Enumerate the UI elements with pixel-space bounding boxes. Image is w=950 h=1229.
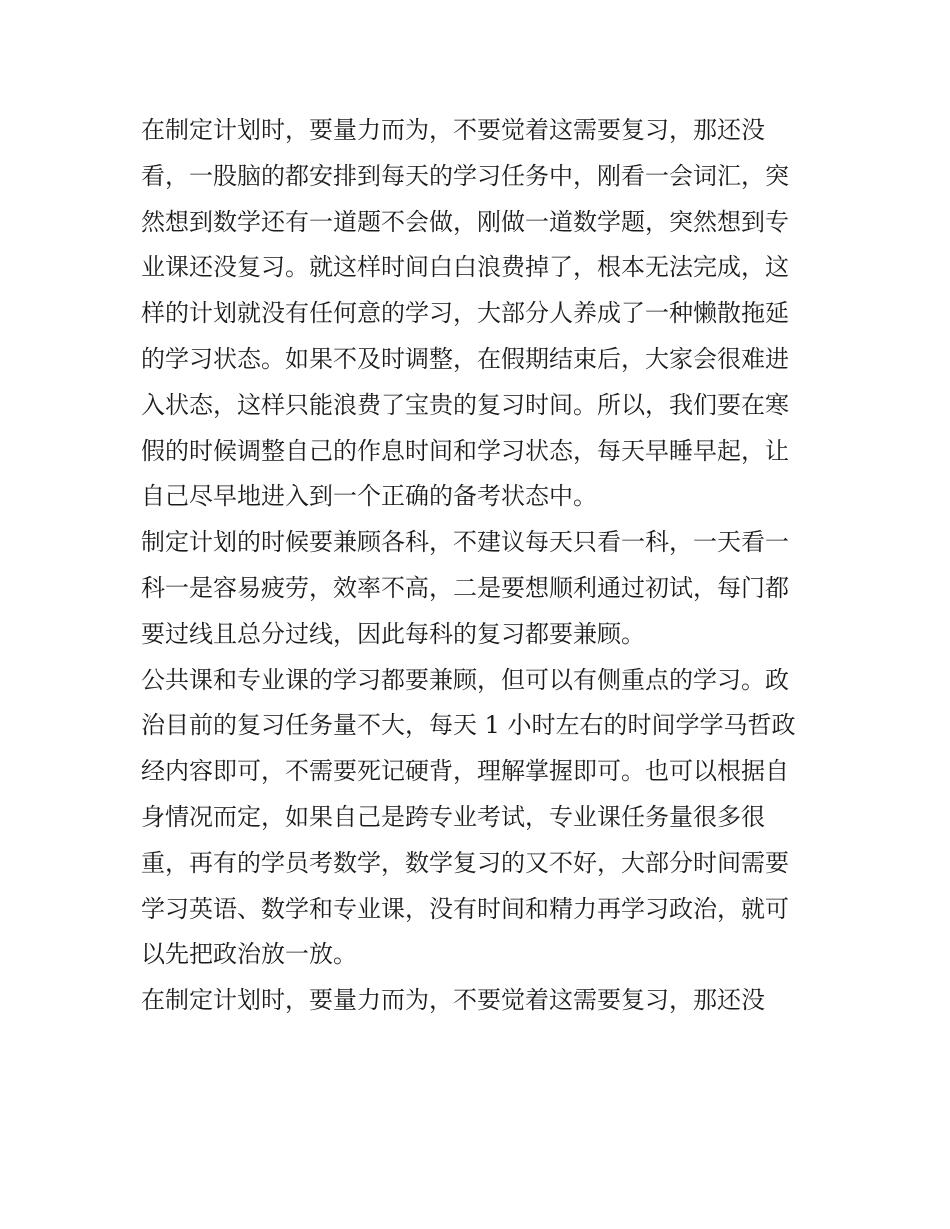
text-line: 公共课和专业课的学习都要兼顾，但可以有侧重点的学习。政 bbox=[141, 665, 789, 694]
text-line: 治目前的复习任务量不大，每天 1 小时左右的时间学学马哲政 bbox=[141, 711, 796, 740]
text-line: 以先把政治放一放。 bbox=[141, 940, 357, 969]
text-line: 经内容即可，不需要死记硬背，理解掌握即可。也可以根据自 bbox=[141, 757, 789, 786]
text-line: 然想到数学还有一道题不会做，刚做一道数学题，突然想到专 bbox=[141, 207, 789, 236]
text-line: 身情况而定，如果自己是跨专业考试，专业课任务量很多很 bbox=[141, 802, 765, 831]
text-line: 假的时候调整自己的作息时间和学习状态，每天早睡早起，让 bbox=[141, 436, 789, 465]
text-line: 的学习状态。如果不及时调整，在假期结束后，大家会很难进 bbox=[141, 344, 789, 373]
text-line: 重，再有的学员考数学，数学复习的又不好，大部分时间需要 bbox=[141, 848, 789, 877]
text-line: 学习英语、数学和专业课，没有时间和精力再学习政治，就可 bbox=[141, 894, 789, 923]
text-line: 样的计划就没有任何意的学习，大部分人养成了一种懒散拖延 bbox=[141, 299, 789, 328]
text-line: 制定计划的时候要兼顾各科，不建议每天只看一科，一天看一 bbox=[141, 528, 789, 557]
body-text bbox=[141, 108, 813, 1024]
text-line: 自己尽早地进入到一个正确的备考状态中。 bbox=[141, 482, 597, 511]
text-line: 科一是容易疲劳，效率不高，二是要想顺利通过初试，每门都 bbox=[141, 573, 789, 602]
text-line: 在制定计划时，要量力而为，不要觉着这需要复习，那还没 bbox=[141, 116, 765, 144]
text-line: 入状态，这样只能浪费了宝贵的复习时间。所以，我们要在寒 bbox=[141, 390, 789, 419]
text-line: 要过线且总分过线，因此每科的复习都要兼顾。 bbox=[141, 619, 645, 648]
text-line: 在制定计划时，要量力而为，不要觉着这需要复习，那还没 bbox=[141, 986, 765, 1015]
text-line: 业课还没复习。就这样时间白白浪费掉了，根本无法完成，这 bbox=[141, 253, 789, 282]
text-line: 看，一股脑的都安排到每天的学习任务中，刚看一会词汇，突 bbox=[141, 161, 789, 190]
